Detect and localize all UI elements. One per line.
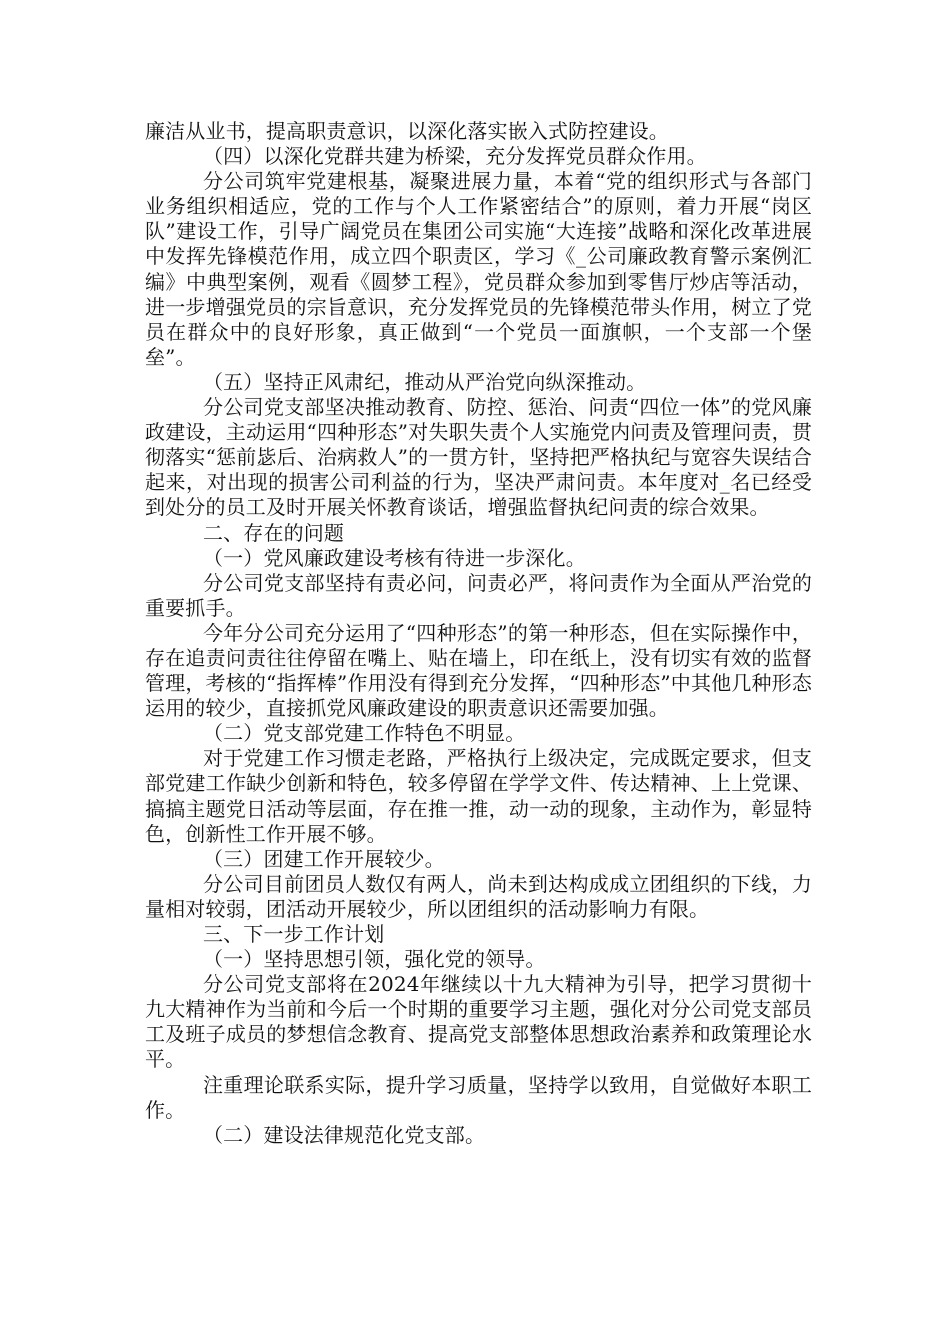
chapter-heading-plan: 三、下一步工作计划	[203, 922, 385, 946]
problem-heading-2: （二）党支部党建工作特色不明显。	[203, 721, 526, 746]
section-heading-5: （五）坚持正风肃纪，推动从严治党向纵深推动。	[203, 369, 647, 394]
paragraph-continuation: 廉洁从业书，提高职责意识，以深化落实嵌入式防控建设。	[145, 119, 669, 143]
paragraph-theory-practice: 注重理论联系实际，提升学习质量，坚持学以致用，自觉做好本职工作。	[145, 1072, 812, 1122]
plan-heading-1: （一）坚持思想引领，强化党的领导。	[203, 947, 546, 972]
section-heading-4: （四）以深化党群共建为桥梁，充分发挥党员群众作用。	[203, 144, 707, 169]
paragraph-party-building-features: 对于党建工作习惯走老路，严格执行上级决定，完成既定要求，但支部党建工作缺少创新和特色，较多停留在学学文件、传达精神、上上党课、搞搞主题党日活动等层面，存在推一推，动一动的现象，主动作为，彰显特色，创新性工作开展不够。	[145, 746, 812, 846]
problem-heading-1: （一）党风廉政建设考核有待进一步深化。	[203, 545, 586, 570]
document-body	[145, 119, 812, 1148]
paragraph-discipline: 分公司党支部坚决推动教育、防控、惩治、问责“四位一体”的党风廉政建设，主动运用“四种形态”对失职失责个人实施党内问责及管理问责，贯彻落实“惩前毖后、治病救人”的一贯方针，坚持把严格执纪与宽容失误结合起来，对出现的损害公司利益的行为，坚决严肃问责。本年度对_名已经受到处分的员工及时开展关怀教育谈话，增强监督执纪问责的综合效果。	[145, 395, 812, 520]
chapter-heading-problems: 二、存在的问题	[203, 520, 345, 545]
problem-heading-3: （三）团建工作开展较少。	[203, 846, 445, 871]
paragraph-league-building: 分公司目前团员人数仅有两人，尚未到达构成成立团组织的下线，力量相对较弱，团活动开展较少，所以团组织的活动影响力有限。	[145, 871, 812, 921]
paragraph-four-forms: 今年分公司充分运用了“四种形态”的第一种形态，但在实际操作中，存在追责问责往往停留在嘴上、贴在墙上，印在纸上，没有切实有效的监督管理，考核的“指挥棒”作用没有得到充分发挥，“四种形态”中其他几种形态运用的较少，直接抓党风廉政建设的职责意识还需要加强。	[145, 620, 812, 721]
paragraph-accountability: 分公司党支部坚持有责必问，问责必严，将问责作为全面从严治党的重要抓手。	[145, 570, 812, 620]
plan-heading-2: （二）建设法律规范化党支部。	[203, 1122, 486, 1147]
paragraph-party-mass-cooperation: 分公司筑牢党建根基，凝聚进展力量，本着“党的组织形式与各部门业务组织相适应，党的工作与个人工作紧密结合”的原则，着力开展“岗区队”建设工作，引导广阔党员在集团公司实施“大连接”战略和深化改革进展中发挥先锋模范作用，成立四个职责区，学习《_公司廉政教育警示案例汇编》中典型案例，观看《圆梦工程》，党员群众参加到零售厅炒店等活动，进一步增强党员的宗旨意识，充分发挥党员的先锋模范带头作用，树立了党员在群众中的良好形象，真正做到“一个党员一面旗帜，一个支部一个堡垒”。	[145, 169, 812, 369]
paragraph-study-plan: 分公司党支部将在2024年继续以十九大精神为引导，把学习贯彻十九大精神作为当前和今后一个时期的重要学习主题，强化对分公司党支部员工及班子成员的梦想信念教育、提高党支部整体思想政治素养和政策理论水平。	[145, 972, 812, 1072]
